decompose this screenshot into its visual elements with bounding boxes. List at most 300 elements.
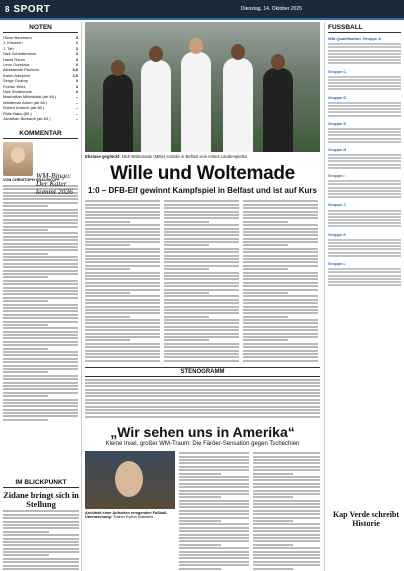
text-line bbox=[3, 256, 78, 258]
text-line bbox=[243, 346, 318, 348]
player-name: J. Kimmich bbox=[3, 40, 23, 46]
text-line bbox=[85, 292, 130, 294]
text-line bbox=[85, 382, 320, 384]
text-line bbox=[243, 333, 318, 335]
results-tables bbox=[325, 33, 404, 286]
text-line bbox=[179, 452, 249, 454]
text-line bbox=[3, 361, 78, 363]
player-name: Aleksandar Pavlovic bbox=[3, 67, 40, 73]
player-name: Serge Gnabry bbox=[3, 78, 28, 84]
main-article bbox=[85, 22, 320, 571]
text-line bbox=[164, 272, 239, 274]
text-line bbox=[179, 510, 249, 512]
text-line bbox=[243, 248, 318, 250]
text-line bbox=[85, 272, 160, 274]
table-row bbox=[328, 245, 401, 247]
text-line bbox=[179, 537, 249, 539]
text-line bbox=[164, 336, 239, 338]
table-row bbox=[328, 222, 401, 224]
text-line bbox=[85, 258, 160, 260]
table-row bbox=[328, 216, 401, 218]
text-line bbox=[3, 365, 78, 367]
text-line bbox=[164, 200, 239, 202]
text-line bbox=[253, 557, 320, 559]
text-line bbox=[164, 275, 239, 277]
text-line bbox=[164, 265, 239, 267]
player-grade: 2,5 bbox=[72, 72, 78, 78]
text-line bbox=[3, 405, 78, 407]
text-line bbox=[3, 565, 79, 567]
text-line bbox=[3, 270, 78, 272]
blickpunkt-title: IM BLICKPUNKT bbox=[3, 477, 79, 488]
text-line bbox=[3, 205, 48, 207]
text-line bbox=[85, 350, 160, 352]
table-row bbox=[328, 239, 401, 241]
player-grade: – bbox=[75, 116, 78, 122]
text-line bbox=[3, 544, 79, 546]
table-row bbox=[328, 115, 401, 117]
player-name: David Raum bbox=[3, 56, 26, 62]
table-row bbox=[328, 102, 401, 104]
text-line bbox=[85, 336, 160, 338]
kommentar-title: KOMMENTAR bbox=[3, 128, 78, 139]
text-line bbox=[3, 293, 78, 295]
text-line bbox=[164, 316, 209, 318]
text-line bbox=[85, 309, 160, 311]
text-line bbox=[243, 211, 318, 213]
text-line bbox=[243, 339, 288, 341]
kap-verde-heading: Kap Verde schreibt Historie bbox=[332, 510, 400, 528]
player-name: Jonathan Burkardt (ab 83.) bbox=[3, 116, 51, 122]
text-line bbox=[243, 312, 318, 314]
text-line bbox=[3, 521, 79, 523]
stenogramm-title: STENOGRAMM bbox=[85, 367, 320, 377]
text-line bbox=[243, 299, 318, 301]
table-row bbox=[328, 242, 401, 244]
text-line bbox=[179, 534, 249, 536]
table-row bbox=[328, 180, 401, 182]
table-row bbox=[328, 167, 401, 169]
text-line bbox=[243, 251, 318, 253]
text-line bbox=[164, 255, 239, 257]
text-line bbox=[3, 327, 78, 329]
text-line bbox=[164, 295, 239, 297]
text-line bbox=[243, 204, 318, 206]
notes-title: NOTEN bbox=[3, 22, 78, 33]
text-line bbox=[243, 329, 318, 331]
group-heading: Gruppe C bbox=[328, 68, 347, 74]
kommentar-body bbox=[0, 185, 81, 421]
text-line bbox=[3, 249, 78, 251]
text-line bbox=[253, 530, 320, 532]
text-line bbox=[179, 554, 249, 556]
text-line bbox=[3, 324, 48, 326]
table-row bbox=[328, 154, 401, 156]
text-line bbox=[164, 326, 239, 328]
text-line bbox=[3, 307, 78, 309]
text-line bbox=[3, 232, 78, 234]
text-line bbox=[243, 306, 318, 308]
text-line bbox=[179, 513, 249, 515]
text-line bbox=[3, 415, 78, 417]
text-line bbox=[243, 214, 318, 216]
text-line bbox=[3, 368, 78, 370]
player-grade: 2 bbox=[75, 40, 78, 46]
group-heading: Gruppe L bbox=[328, 260, 346, 266]
text-line bbox=[85, 285, 160, 287]
text-line bbox=[3, 300, 48, 302]
table-row bbox=[328, 141, 401, 143]
text-line bbox=[253, 510, 320, 512]
notes-list bbox=[0, 33, 81, 124]
text-line bbox=[85, 255, 160, 257]
text-line bbox=[3, 290, 78, 292]
player-grade: 3 bbox=[75, 45, 78, 51]
table-row bbox=[328, 225, 401, 227]
text-line bbox=[3, 510, 79, 512]
text-line bbox=[85, 306, 160, 308]
table-row bbox=[328, 108, 401, 110]
group-heading: Gruppe I bbox=[328, 173, 345, 178]
second-article-photo-column bbox=[85, 451, 175, 571]
text-line bbox=[3, 317, 78, 319]
text-line bbox=[85, 265, 160, 267]
main-subhead: 1:0 – DFB-Elf gewinnt Kampfspiel in Belfast und ist auf Kurs bbox=[88, 186, 317, 195]
table-row bbox=[328, 131, 401, 133]
text-line bbox=[253, 540, 320, 542]
text-line bbox=[85, 282, 160, 284]
text-line bbox=[85, 200, 160, 202]
text-line bbox=[3, 310, 78, 312]
player-name: J. Tah bbox=[3, 45, 14, 51]
text-line bbox=[253, 462, 320, 464]
text-line bbox=[253, 452, 320, 454]
text-line bbox=[3, 378, 78, 380]
text-line bbox=[164, 343, 239, 345]
table-row bbox=[328, 196, 401, 198]
player-grade: – bbox=[75, 99, 78, 105]
player-figure bbox=[263, 68, 293, 152]
text-line bbox=[85, 339, 130, 341]
text-line bbox=[3, 314, 78, 316]
text-line bbox=[85, 392, 320, 394]
text-line bbox=[3, 371, 48, 373]
table-row bbox=[328, 278, 401, 280]
photo-caption bbox=[85, 152, 320, 161]
text-line bbox=[179, 544, 221, 546]
text-line bbox=[164, 221, 209, 223]
text-line bbox=[85, 211, 160, 213]
text-line bbox=[179, 551, 249, 553]
player-name: Leon Goretzka bbox=[3, 62, 30, 68]
text-line bbox=[3, 297, 78, 299]
text-line bbox=[179, 462, 249, 464]
article-column bbox=[243, 199, 318, 363]
text-line bbox=[85, 241, 160, 243]
text-line bbox=[85, 295, 160, 297]
text-line bbox=[85, 207, 160, 209]
text-line bbox=[164, 282, 239, 284]
text-line bbox=[253, 459, 320, 461]
table-row bbox=[328, 160, 401, 162]
text-line bbox=[3, 331, 78, 333]
text-line bbox=[3, 531, 49, 533]
text-line bbox=[85, 346, 160, 348]
text-line bbox=[253, 537, 320, 539]
text-line bbox=[253, 476, 320, 478]
table-row bbox=[328, 111, 401, 113]
text-line bbox=[164, 360, 239, 362]
text-line bbox=[179, 479, 249, 481]
text-line bbox=[179, 557, 249, 559]
text-line bbox=[243, 285, 318, 287]
player-grade: 2 bbox=[75, 62, 78, 68]
text-line bbox=[253, 500, 320, 502]
text-line bbox=[85, 251, 160, 253]
text-line bbox=[179, 473, 221, 475]
text-line bbox=[3, 551, 79, 553]
player-grade: 3 bbox=[75, 56, 78, 62]
text-line bbox=[243, 200, 318, 202]
text-line bbox=[253, 520, 293, 522]
text-line bbox=[179, 496, 221, 498]
text-line bbox=[85, 326, 160, 328]
text-line bbox=[179, 493, 249, 495]
text-line bbox=[243, 356, 318, 358]
text-line bbox=[3, 198, 78, 200]
text-line bbox=[253, 469, 320, 471]
table-row bbox=[328, 193, 401, 195]
text-line bbox=[253, 544, 293, 546]
player-grade: – bbox=[75, 110, 78, 116]
player-name: Waldemar Anton (ab 65.) bbox=[3, 99, 48, 105]
text-line bbox=[164, 329, 239, 331]
table-row bbox=[328, 281, 401, 283]
text-line bbox=[164, 339, 209, 341]
table-row bbox=[328, 62, 401, 64]
text-line bbox=[164, 241, 239, 243]
text-line bbox=[3, 402, 78, 404]
player-figure bbox=[103, 74, 133, 152]
text-line bbox=[85, 228, 160, 230]
text-line bbox=[179, 490, 249, 492]
text-line bbox=[179, 486, 249, 488]
table-row bbox=[328, 88, 401, 90]
text-line bbox=[3, 321, 78, 323]
text-line bbox=[179, 500, 249, 502]
table-row bbox=[328, 271, 401, 273]
text-line bbox=[3, 382, 78, 384]
text-line bbox=[164, 214, 239, 216]
text-line bbox=[253, 490, 320, 492]
text-line bbox=[164, 350, 239, 352]
text-line bbox=[85, 356, 160, 358]
table-row bbox=[328, 157, 401, 159]
second-subhead: Kleine Insel, großer WM-Traum: Die Färöer-Sensation gegen Tschechien bbox=[105, 440, 300, 447]
player-name: Karim Adeyemi bbox=[3, 72, 30, 78]
text-line bbox=[243, 292, 288, 294]
table-row bbox=[328, 187, 401, 189]
text-line bbox=[253, 568, 293, 570]
table-row bbox=[328, 79, 401, 81]
text-line bbox=[85, 406, 320, 408]
text-line bbox=[85, 289, 160, 291]
text-line bbox=[3, 568, 79, 570]
text-line bbox=[164, 268, 209, 270]
text-line bbox=[243, 261, 318, 263]
coach-photo bbox=[85, 451, 175, 509]
text-line bbox=[253, 527, 320, 529]
text-line bbox=[3, 283, 78, 285]
player-grade: 3 bbox=[75, 35, 78, 40]
table-row bbox=[328, 43, 401, 45]
text-line bbox=[3, 334, 78, 336]
text-line bbox=[85, 221, 130, 223]
text-line bbox=[3, 219, 78, 221]
text-line bbox=[85, 217, 160, 219]
text-line bbox=[164, 251, 239, 253]
left-column bbox=[0, 22, 82, 571]
text-line bbox=[243, 309, 318, 311]
article-column bbox=[164, 199, 239, 363]
text-line bbox=[3, 558, 79, 560]
text-line bbox=[243, 244, 288, 246]
stenogramm-body bbox=[85, 379, 320, 418]
text-line bbox=[164, 248, 239, 250]
commentator-photo bbox=[3, 142, 33, 176]
text-line bbox=[243, 353, 318, 355]
text-line bbox=[3, 388, 78, 390]
text-line bbox=[164, 231, 239, 233]
text-line bbox=[179, 530, 249, 532]
text-line bbox=[164, 258, 239, 260]
text-line bbox=[164, 207, 239, 209]
text-line bbox=[243, 207, 318, 209]
issue-date: Dienstag, 14. Oktober 2025 bbox=[240, 6, 302, 12]
text-line bbox=[243, 265, 318, 267]
player-figure bbox=[223, 58, 253, 152]
text-line bbox=[253, 479, 320, 481]
player-grade: 3 bbox=[75, 83, 78, 89]
text-line bbox=[85, 399, 320, 401]
text-line bbox=[85, 299, 160, 301]
note-row bbox=[3, 116, 78, 121]
text-line bbox=[179, 568, 221, 570]
text-line bbox=[179, 564, 249, 566]
table-row bbox=[328, 56, 401, 58]
text-line bbox=[85, 322, 160, 324]
text-line bbox=[3, 280, 78, 282]
text-line bbox=[179, 561, 249, 563]
text-line bbox=[85, 268, 130, 270]
page-number: 8 bbox=[5, 4, 10, 14]
text-line bbox=[164, 278, 239, 280]
text-line bbox=[85, 238, 160, 240]
caption-lead: Ekstase geglückt: bbox=[85, 154, 121, 159]
text-line bbox=[85, 385, 320, 387]
text-line bbox=[243, 217, 318, 219]
text-line bbox=[3, 202, 78, 204]
text-line bbox=[85, 402, 320, 404]
text-line bbox=[3, 304, 78, 306]
text-line bbox=[85, 278, 160, 280]
text-line bbox=[179, 466, 249, 468]
player-name: Nick Woltemade bbox=[3, 89, 33, 95]
text-line bbox=[3, 209, 78, 211]
text-line bbox=[243, 302, 318, 304]
text-line bbox=[164, 333, 239, 335]
text-line bbox=[179, 459, 249, 461]
text-line bbox=[243, 316, 288, 318]
table-row bbox=[328, 190, 401, 192]
kommentar-author: VON CHRISTOPH KRAUSKOPF bbox=[3, 177, 60, 182]
table-row bbox=[328, 255, 401, 257]
table-row bbox=[328, 105, 401, 107]
text-line bbox=[85, 409, 320, 411]
text-line bbox=[3, 527, 79, 529]
group-heading: Gruppe E bbox=[328, 120, 347, 126]
text-line bbox=[164, 244, 209, 246]
text-line bbox=[243, 275, 318, 277]
text-line bbox=[85, 353, 160, 355]
blickpunkt-section bbox=[0, 477, 82, 571]
text-line bbox=[253, 496, 293, 498]
text-line bbox=[85, 319, 160, 321]
text-line bbox=[243, 258, 318, 260]
table-row bbox=[328, 76, 401, 78]
text-line bbox=[179, 483, 249, 485]
group-heading: Gruppe J bbox=[328, 202, 346, 208]
coach-caption bbox=[85, 511, 175, 520]
blickpunkt-body bbox=[0, 510, 82, 571]
table-row bbox=[328, 85, 401, 87]
text-line bbox=[85, 316, 130, 318]
article-column bbox=[253, 451, 320, 571]
text-line bbox=[243, 231, 318, 233]
text-line bbox=[3, 358, 78, 360]
text-line bbox=[179, 476, 249, 478]
text-line bbox=[164, 322, 239, 324]
text-line bbox=[3, 348, 48, 350]
text-line bbox=[164, 306, 239, 308]
text-line bbox=[85, 329, 160, 331]
text-line bbox=[3, 524, 79, 526]
table-row bbox=[328, 268, 401, 270]
text-line bbox=[85, 333, 160, 335]
text-line bbox=[253, 506, 320, 508]
table-row bbox=[328, 252, 401, 254]
text-line bbox=[243, 282, 318, 284]
text-line bbox=[3, 375, 78, 377]
text-line bbox=[3, 212, 78, 214]
text-line bbox=[3, 412, 78, 414]
header-rule bbox=[0, 18, 404, 20]
text-line bbox=[243, 234, 318, 236]
text-line bbox=[164, 238, 239, 240]
text-line bbox=[85, 275, 160, 277]
table-row bbox=[328, 248, 401, 250]
right-column bbox=[324, 22, 404, 571]
text-line bbox=[253, 503, 320, 505]
text-line bbox=[85, 395, 320, 397]
player-name: Robert Andrich (ab 80.) bbox=[3, 105, 45, 111]
text-line bbox=[164, 299, 239, 301]
text-line bbox=[3, 266, 78, 268]
text-line bbox=[85, 302, 160, 304]
text-line bbox=[253, 534, 320, 536]
player-figure bbox=[181, 52, 211, 152]
text-line bbox=[243, 295, 318, 297]
